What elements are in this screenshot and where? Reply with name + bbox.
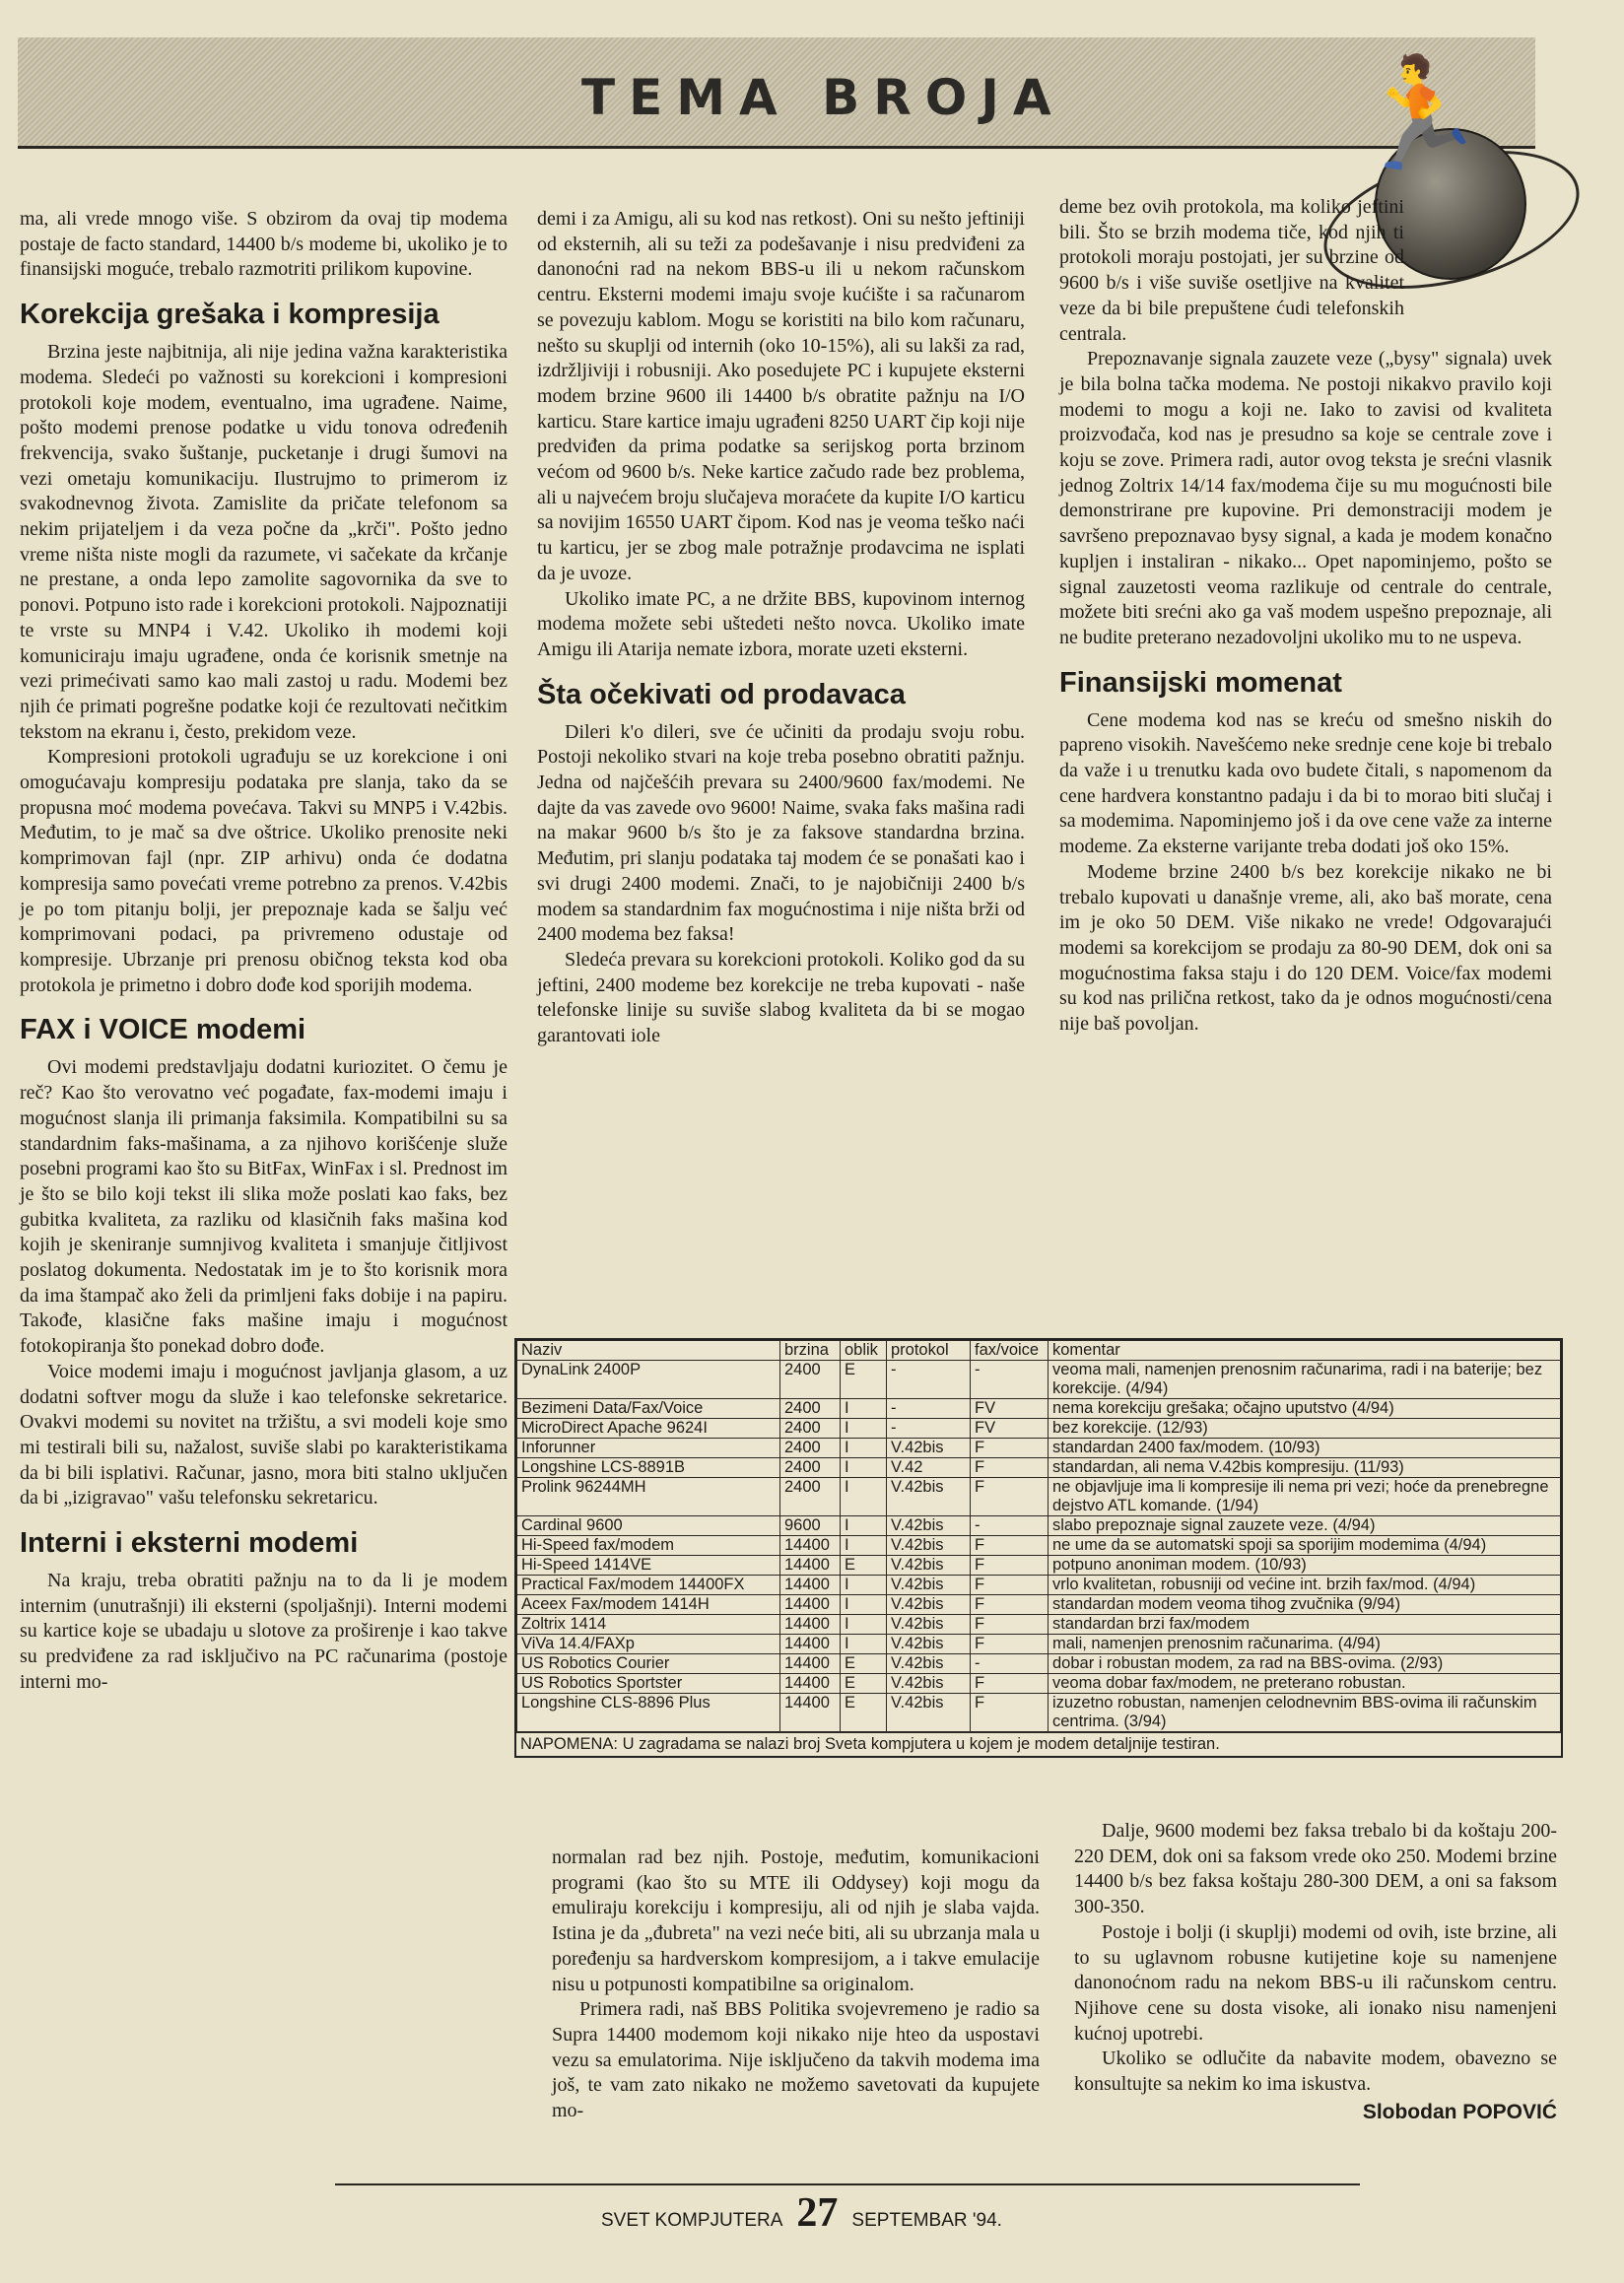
cell-type: E bbox=[841, 1556, 887, 1576]
cell-type: E bbox=[841, 1361, 887, 1399]
cell-type: I bbox=[841, 1536, 887, 1556]
cell-fax-voice: - bbox=[971, 1654, 1049, 1674]
paragraph: Ovi modemi predstavljaju dodatni kuriozitet. O čemu je reč? Kao što verovatno već pogađate, fax-modemi imaju i mogućnost slanja ili primanja faksimila. Kompatibilni su sa standardnim faks-mašinama, a za njihovo korišćenje služe posebni programi kao što su BitFax, WinFax i sl. Prednost im je što se bilo koji tekst ili slika može poslati kao faks, bez gubitka kvaliteta, za razliku od klasičnih faks mašina kod kojih je skeniranje sumnjivog kvaliteta i smanjuje čitljivost poslatog dokumenta. Nedostatak im je to što korisnik mora da ima štampač ako želi da primljeni faks dobije i na papiru. Takođe, klasične faks mašine imaju i mogućnost fotokopiranja što ponekad dobro dođe. bbox=[20, 1056, 508, 1358]
table-row bbox=[517, 1458, 1561, 1478]
cell-protocol: V.42 bbox=[887, 1458, 971, 1478]
column-1 bbox=[20, 207, 508, 1696]
column-3-continued bbox=[1074, 1819, 1557, 2124]
author-signature: Slobodan POPOVIĆ bbox=[1362, 2100, 1557, 2123]
cell-type: I bbox=[841, 1516, 887, 1536]
cell-type: I bbox=[841, 1635, 887, 1654]
paragraph: Na kraju, treba obratiti pažnju na to da li je modem internim (unutrašnji) ili eksterni (spoljašnji). Interni modemi su kartice koje se ubadaju u slotove za proširenje i kao takve su predviđene za rad isključivo na PC računarima (postoje interni mo- bbox=[20, 1570, 508, 1693]
table-row bbox=[517, 1576, 1561, 1595]
cell-speed: 2400 bbox=[780, 1399, 841, 1419]
cell-type: I bbox=[841, 1615, 887, 1635]
table-row bbox=[517, 1674, 1561, 1694]
cell-fax-voice: F bbox=[971, 1478, 1049, 1516]
subheading-interni-eksterni: Interni i eksterni modemi bbox=[20, 1527, 359, 1560]
cell-fax-voice: F bbox=[971, 1458, 1049, 1478]
table-row bbox=[517, 1615, 1561, 1635]
subheading-korekcija: Korekcija grešaka i kompresija bbox=[20, 299, 440, 331]
subheading-finansijski: Finansijski momenat bbox=[1059, 666, 1342, 699]
cell-protocol: - bbox=[887, 1361, 971, 1399]
cell-fax-voice: F bbox=[971, 1674, 1049, 1694]
paragraph: normalan rad bez njih. Postoje, međutim, komunikacioni programi (kao što su MTE ili Oddysey) koji mogu da emuliraju korekciju i kompresiju, ali od njih je slaba vajda. Istina je da „đubreta" na vezi neće biti, ali su ubrzanja mala u poređenju sa hardverskom kompresijom, a i takve emulacije nisu u potpunosti kompatibilne sa originalom. bbox=[552, 1847, 1040, 1995]
cell-name: ViVa 14.4/FAXp bbox=[517, 1635, 780, 1654]
cell-type: E bbox=[841, 1674, 887, 1694]
cell-speed: 14400 bbox=[780, 1635, 841, 1654]
col-header-name: Naziv bbox=[517, 1341, 780, 1361]
cell-type: I bbox=[841, 1478, 887, 1516]
cell-fax-voice: F bbox=[971, 1694, 1049, 1732]
cell-comment: slabo prepoznaje signal zauzete veze. (4/94) bbox=[1049, 1516, 1561, 1536]
cell-comment: nema korekciju grešaka; očajno uputstvo (4/94) bbox=[1049, 1399, 1561, 1419]
cell-speed: 2400 bbox=[780, 1439, 841, 1458]
modem-table bbox=[516, 1340, 1561, 1732]
cell-fax-voice: F bbox=[971, 1595, 1049, 1615]
cell-speed: 14400 bbox=[780, 1615, 841, 1635]
col-header-protocol: protokol bbox=[887, 1341, 971, 1361]
page-number: 27 bbox=[796, 2190, 839, 2236]
cell-name: Bezimeni Data/Fax/Voice bbox=[517, 1399, 780, 1419]
cell-protocol: V.42bis bbox=[887, 1694, 971, 1732]
table-note: NAPOMENA: U zagradama se nalazi broj Sveta kompjutera u kojem je modem detaljnije testiran. bbox=[516, 1732, 1561, 1756]
cell-protocol: V.42bis bbox=[887, 1516, 971, 1536]
cell-protocol: V.42bis bbox=[887, 1556, 971, 1576]
cell-type: I bbox=[841, 1439, 887, 1458]
cell-comment: potpuno anoniman modem. (10/93) bbox=[1049, 1556, 1561, 1576]
cell-comment: standardan, ali nema V.42bis kompresiju. (11/93) bbox=[1049, 1458, 1561, 1478]
cell-protocol: V.42bis bbox=[887, 1674, 971, 1694]
cell-fax-voice: F bbox=[971, 1576, 1049, 1595]
modem-table-box bbox=[514, 1338, 1563, 1758]
paragraph: Brzina jeste najbitnija, ali nije jedina važna karakteristika modema. Sledeći po važnosti su korekcioni i kompresioni protokoli koje modem, eventualno, ima ugrađene. Naime, pošto modemi prenose podatke u vidu tonova određenih frekvencija, svako šuštanje, pucketanje i drugi šumovi na vezi ometaju komunikaciju. Ilustrujmo to primerom iz svakodnevnog života. Zamislite da pričate telefonom sa nekim prijateljem i da veza počne da „krči". Pošto jedno vreme ništa niste mogli da razumete, vi sačekate da krčanje ne prestane, a onda lepo zamolite sagovornika da sve to ponovi. Potpuno isto rade i korekcioni protokoli. Najpoznatiji te vrste su MNP4 i V.42. Ukoliko ih modemi koji komuniciraju imaju ugrađene, onda će korisnik smetnje na vezi primećivati samo kao mali zastoj u radu. Modemi bez njih će primati pogrešne podatke koji će rezultovati nečitkim tekstom na ekranu i, često, prekidom veze. bbox=[20, 341, 508, 743]
cell-protocol: V.42bis bbox=[887, 1439, 971, 1458]
cell-protocol: V.42bis bbox=[887, 1536, 971, 1556]
cell-comment: ne objavljuje ima li kompresije ili nema pri vezi; hoće da prenebregne dejstvo ATL komande. (1/94) bbox=[1049, 1478, 1561, 1516]
paragraph: Sledeća prevara su korekcioni protokoli. Koliko god da su jeftini, 2400 modeme bez korekcije ne treba kupovati - naše telefonske linije su suviše slabog kvaliteta da bi se mogao garantovati iole bbox=[537, 948, 1025, 1047]
paragraph: Voice modemi imaju i mogućnost javljanja glasom, a uz dodatni softver mogu da služe i kao telefonske sekretarice. Ovakvi modemi su novitet na tržištu, a svi modeli koje smo mi testirali bili su, nažalost, suviše slabi po karakteristikama da bi bili isplativi. Računar, jasno, mora biti stalno uključen da bi „izigravao" vašu telefonsku sekretaricu. bbox=[20, 1360, 508, 1510]
cell-comment: vrlo kvalitetan, robusniji od većine int. brzih fax/mod. (4/94) bbox=[1049, 1576, 1561, 1595]
table-row bbox=[517, 1654, 1561, 1674]
magazine-name: SVET KOMPJUTERA bbox=[601, 2210, 783, 2231]
cell-type: I bbox=[841, 1458, 887, 1478]
section-title: TEMA BROJA bbox=[581, 69, 1065, 126]
cell-speed: 2400 bbox=[780, 1478, 841, 1516]
table-row bbox=[517, 1361, 1561, 1399]
paragraph: demi i za Amigu, ali su kod nas retkost). Oni su nešto jeftiniji od eksternih, ali su teži za podešavanje i nisu predviđeni za danonoćni rad na nekom BBS-u ili u nekom računskom centru. Eksterni modemi imaju svoje kućište i sa računarom se povezuju kablom. Mogu se koristiti na bilo kom računaru, nešto su skuplji od internih (oko 10-15%), ali su lakši za rad, izdržljiviji i robusniji. Ako posedujete PC i kupujete eksterni modem brzine 9600 ili 14400 b/s obratite pažnju na I/O karticu. Stare kartice imaju ugrađeni 8250 UART čip koji nije predviđen da prima podatke sa serijskog porta brzinom većom od 9600 b/s. Neke kartice začudo rade bez problema, ali u najvećem broju slučajeva moraćete da kupite I/O karticu sa novijim 16550 UART čipom. Kod nas je veoma teško naći tu karticu, jer se zbog male potražnje prodavcima ne isplati da je uvoze. bbox=[537, 208, 1025, 584]
subheading-fax-voice: FAX i VOICE modemi bbox=[20, 1014, 306, 1046]
cell-fax-voice: - bbox=[971, 1516, 1049, 1536]
paragraph: Modeme brzine 2400 b/s bez korekcije nikako ne bi trebalo kupovati u današnje vreme, ali, ako baš morate, cena im je oko 50 DEM. Više nikako ne vrede! Odgovarajući modemi sa korekcijom se prodaju za 80-90 DEM, dok oni sa mogućnostima faksa staju i do 120 DEM. Voice/fax modemi su kod nas prilična retkost, tako da je odnos mogućnosti/cena nije baš povoljan. bbox=[1059, 860, 1552, 1036]
cell-comment: izuzetno robustan, namenjen celodnevnim BBS-ovima ili računskim centrima. (3/94) bbox=[1049, 1694, 1561, 1732]
cell-type: I bbox=[841, 1419, 887, 1439]
cell-name: Longshine CLS-8896 Plus bbox=[517, 1694, 780, 1732]
table-row bbox=[517, 1694, 1561, 1732]
cell-speed: 14400 bbox=[780, 1654, 841, 1674]
cell-name: Longshine LCS-8891B bbox=[517, 1458, 780, 1478]
cell-protocol: V.42bis bbox=[887, 1654, 971, 1674]
paragraph: deme bez ovih protokola, ma koliko jeftini bili. Što se brzih modema tiče, kod njih ti protokoli moraju postojati, jer su brzine od 9600 b/s i više suviše osetljive na kvalitet veze da bi bile prepuštene ćudi telefonskih centrala. bbox=[1059, 196, 1404, 345]
cell-speed: 2400 bbox=[780, 1361, 841, 1399]
cell-protocol: - bbox=[887, 1399, 971, 1419]
paragraph: ma, ali vrede mnogo više. S obzirom da ovaj tip modema postaje de facto standard, 14400 b/s modeme bi, ukoliko je to finansijski moguće, trebalo razmotriti prilikom kupovine. bbox=[20, 208, 508, 281]
cell-type: I bbox=[841, 1399, 887, 1419]
table-row bbox=[517, 1439, 1561, 1458]
cell-protocol: V.42bis bbox=[887, 1576, 971, 1595]
cell-speed: 14400 bbox=[780, 1556, 841, 1576]
col-header-speed: brzina bbox=[780, 1341, 841, 1361]
table-row bbox=[517, 1478, 1561, 1516]
col-header-type: oblik bbox=[841, 1341, 887, 1361]
cell-fax-voice: FV bbox=[971, 1419, 1049, 1439]
cell-type: E bbox=[841, 1654, 887, 1674]
cell-comment: standardan 2400 fax/modem. (10/93) bbox=[1049, 1439, 1561, 1458]
paragraph: Kompresioni protokoli ugrađuju se uz korekcione i oni omogućavaju kompresiju podataka pre slanja, tako da se propusna moć modema povećava. Takvi su MNP5 i V.42bis. Međutim, to je mač sa dve oštrice. Ukoliko prenosite neki komprimovan fajl (npr. ZIP arhivu) onda će dodatna kompresija samo povećati vreme potrebno za prenos. V.42bis je po tom pitanju bolji, jer prepoznaje kada se šalju već komprimovani podaci, pa privremeno odustaje od kompresije. Ubrzanje pri prenosu običnog teksta kod oba protokola je primetno i dobro dođe kod sporijih modema. bbox=[20, 746, 508, 996]
cell-name: Hi-Speed 1414VE bbox=[517, 1556, 780, 1576]
column-2 bbox=[537, 207, 1025, 1049]
cell-comment: standardan modem veoma tihog zvučnika (9/94) bbox=[1049, 1595, 1561, 1615]
col-header-comment: komentar bbox=[1049, 1341, 1561, 1361]
table-row bbox=[517, 1516, 1561, 1536]
cell-type: I bbox=[841, 1576, 887, 1595]
cell-speed: 14400 bbox=[780, 1536, 841, 1556]
cell-fax-voice: F bbox=[971, 1556, 1049, 1576]
cell-comment: veoma dobar fax/modem, ne preterano robustan. bbox=[1049, 1674, 1561, 1694]
cell-fax-voice: - bbox=[971, 1361, 1049, 1399]
column-3 bbox=[1059, 195, 1552, 1038]
paragraph: Dileri k'o dileri, sve će učiniti da prodaju svoju robu. Postoji nekoliko stvari na koje treba posebno obratiti pažnju. Jedna od najčešćih prevara su 2400/9600 fax/modemi. Ne dajte da vas zavede ovo 9600! Naime, svaka faks mašina radi na makar 9600 b/s što je za faksove standardna brzina. Međutim, pri slanju podataka taj modem će se ponašati kao i svi drugi 2400 modemi. Znači, to je najobičniji 2400 b/s modem sa standardnim fax mogućnostima i nije ništa brži od 2400 modema bez faksa! bbox=[537, 720, 1025, 946]
cell-name: Zoltrix 1414 bbox=[517, 1615, 780, 1635]
cell-protocol: V.42bis bbox=[887, 1595, 971, 1615]
cell-name: Hi-Speed fax/modem bbox=[517, 1536, 780, 1556]
page-footer bbox=[601, 2189, 1002, 2237]
cell-type: E bbox=[841, 1694, 887, 1732]
table-row bbox=[517, 1536, 1561, 1556]
cell-speed: 2400 bbox=[780, 1458, 841, 1478]
issue-date: SEPTEMBAR '94. bbox=[851, 2210, 1002, 2231]
cell-fax-voice: F bbox=[971, 1615, 1049, 1635]
subheading-prodavci: Šta očekivati od prodavaca bbox=[537, 678, 906, 710]
cell-protocol: V.42bis bbox=[887, 1635, 971, 1654]
col-header-fax-voice: fax/voice bbox=[971, 1341, 1049, 1361]
footer-rule bbox=[335, 2183, 1360, 2185]
cell-name: Aceex Fax/modem 1414H bbox=[517, 1595, 780, 1615]
table-row bbox=[517, 1399, 1561, 1419]
table-row bbox=[517, 1556, 1561, 1576]
cell-name: Cardinal 9600 bbox=[517, 1516, 780, 1536]
cell-name: Prolink 96244MH bbox=[517, 1478, 780, 1516]
table-header-row bbox=[517, 1341, 1561, 1361]
cell-name: MicroDirect Apache 9624I bbox=[517, 1419, 780, 1439]
cell-speed: 14400 bbox=[780, 1576, 841, 1595]
cell-comment: mali, namenjen prenosnim računarima. (4/94) bbox=[1049, 1635, 1561, 1654]
table-row bbox=[517, 1595, 1561, 1615]
cell-fax-voice: F bbox=[971, 1536, 1049, 1556]
cell-comment: veoma mali, namenjen prenosnim računarima, radi i na baterije; bez korekcije. (4/94) bbox=[1049, 1361, 1561, 1399]
cell-speed: 14400 bbox=[780, 1674, 841, 1694]
cell-protocol: V.42bis bbox=[887, 1478, 971, 1516]
cell-comment: ne ume da se automatski spoji sa sporijim modemima (4/94) bbox=[1049, 1536, 1561, 1556]
table-row bbox=[517, 1419, 1561, 1439]
cell-speed: 14400 bbox=[780, 1595, 841, 1615]
cell-comment: bez korekcije. (12/93) bbox=[1049, 1419, 1561, 1439]
table-row bbox=[517, 1635, 1561, 1654]
cell-fax-voice: F bbox=[971, 1635, 1049, 1654]
cell-name: US Robotics Sportster bbox=[517, 1674, 780, 1694]
cell-speed: 14400 bbox=[780, 1694, 841, 1732]
paragraph: Primera radi, naš BBS Politika svojevremeno je radio sa Supra 14400 modemom koji nikako nije hteo da uspostavi vezu sa emulatorima. Nije isključeno da takvih modema ima još, te vam zato nikako ne možemo savetovati da kupujete mo- bbox=[552, 1998, 1040, 2122]
runner-figure-icon: 🏃 bbox=[1352, 50, 1487, 176]
paragraph: Prepoznavanje signala zauzete veze („bysy" signala) uvek je bila bolna tačka modema. Ne postoji nikakvo pravilo koji modemi to mogu a koji ne. Iako to zavisi od kvaliteta proizvođača, kod nas je presudno sa koje se centrale zove i koju se zove. Primera radi, autor ovog teksta je srećni vlasnik jednog Zoltrix 14/14 fax/modema čije su mu mogućnosti bile demonstrirane pre kupovine. Pri demonstraciji modem je savršeno prepoznavao bysy signal, a kada je modem konačno kupljen i instaliran - nikako... Opet napominjemo, pošto se signal zauzetosti veoma razlikuje od centrale do centrale, možete biti srećni ako ga vaš modem uspešno prepoznaje, ali ne budite preterano nezadovoljni ukoliko mu to ne uspeva. bbox=[1059, 348, 1552, 648]
cell-name: US Robotics Courier bbox=[517, 1654, 780, 1674]
cell-protocol: V.42bis bbox=[887, 1615, 971, 1635]
cell-comment: standardan brzi fax/modem bbox=[1049, 1615, 1561, 1635]
cell-protocol: - bbox=[887, 1419, 971, 1439]
paragraph: Cene modema kod nas se kreću od smešno niskih do papreno visokih. Navešćemo neke srednje cene koje bi trebalo da važe i u trenutku kada ovo budete čitali, s napomenom da cene hardvera konstantno padaju i da bi to morao biti slučaj i sa modemima. Napominjemo još i da ove cene važe za interne modeme. Za eksterne varijante treba dodati još oko 15%. bbox=[1059, 708, 1552, 858]
cell-fax-voice: FV bbox=[971, 1399, 1049, 1419]
cell-fax-voice: F bbox=[971, 1439, 1049, 1458]
cell-type: I bbox=[841, 1595, 887, 1615]
paragraph: Postoje i bolji (i skuplji) modemi od ovih, iste brzine, ali to su uglavnom robusne kutijetine koje su namenjene danonoćnom radu na nekom BBS-u ili računskom centru. Njihove cene su dosta visoke, ali ionako nisu namenjeni kućnoj upotrebi. bbox=[1074, 1920, 1557, 2045]
cell-speed: 9600 bbox=[780, 1516, 841, 1536]
paragraph: Ukoliko se odlučite da nabavite modem, obavezno se konsultujte sa nekim ko ima iskustva. bbox=[1074, 2048, 1557, 2096]
cell-comment: dobar i robustan modem, za rad na BBS-ovima. (2/93) bbox=[1049, 1654, 1561, 1674]
cell-name: Practical Fax/modem 14400FX bbox=[517, 1576, 780, 1595]
cell-name: Inforunner bbox=[517, 1439, 780, 1458]
paragraph: Ukoliko imate PC, a ne držite BBS, kupovinom internog modema možete sebi uštedeti nešto novca. Ukoliko imate Amigu ili Atarija nemate izbora, morate uzeti eksterni. bbox=[537, 587, 1025, 660]
column-2-continued bbox=[552, 1846, 1040, 2124]
paragraph: Dalje, 9600 modemi bez faksa trebalo bi da koštaju 200-220 DEM, dok oni sa faksom vrede oko 250. Modemi brzine 14400 b/s bez faksa koštaju 280-300 DEM, a oni sa faksom 300-350. bbox=[1074, 1820, 1557, 1918]
cell-name: DynaLink 2400P bbox=[517, 1361, 780, 1399]
cell-speed: 2400 bbox=[780, 1419, 841, 1439]
